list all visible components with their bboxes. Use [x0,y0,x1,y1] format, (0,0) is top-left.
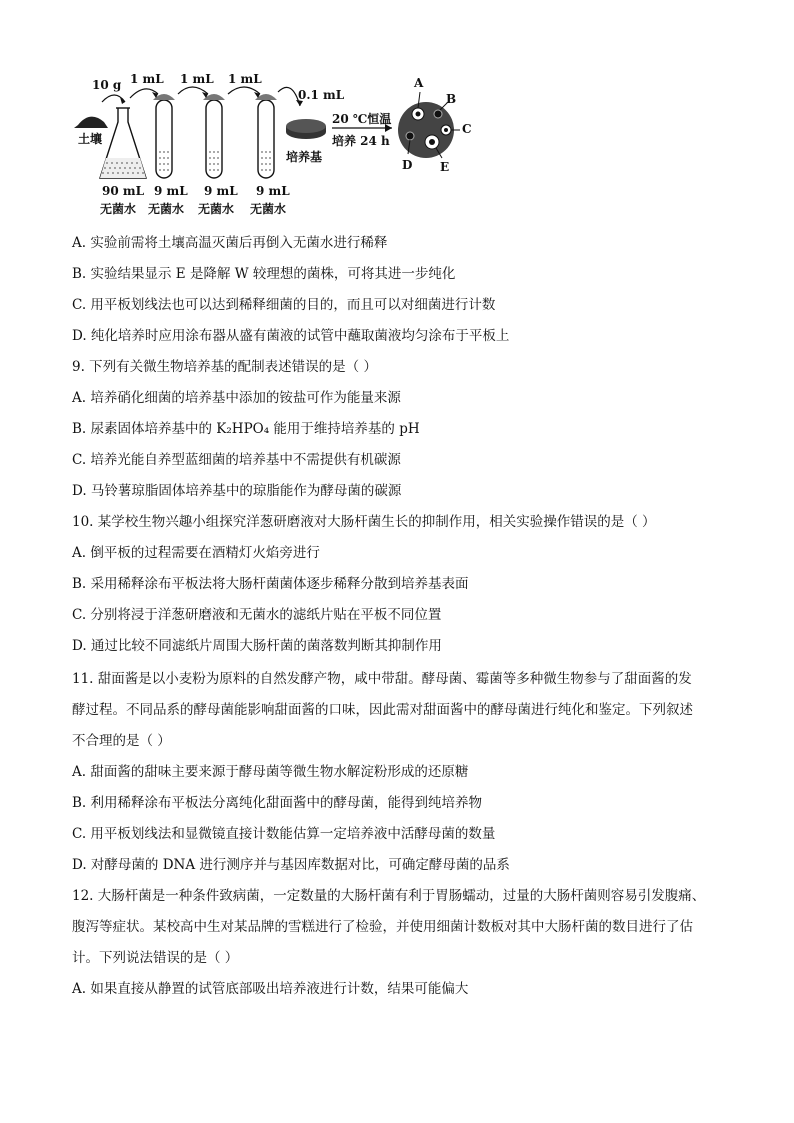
q12-stem-line1: 12. 大肠杆菌是一种条件致病菌，一定数量的大肠杆菌有利于胃肠蠕动，过量的大肠杆菌则容易引发腹痛、 [72,888,706,904]
incubation-temp-label: 20 ℃恒温 [332,112,392,126]
q10-option-a: A. 倒平板的过程需要在酒精灯火焰旁进行 [72,545,320,561]
q8-option-a: A. 实验前需将土壤高温灭菌后再倒入无菌水进行稀释 [72,235,388,251]
colony-label-e: E [440,160,450,174]
q11-stem-line3: 不合理的是（ ） [72,733,171,749]
tube-1-liquid-label: 无菌水 [148,202,185,216]
soil-label: 土壤 [78,132,103,146]
q11-option-c: C. 用平板划线法和显微镜直接计数能估算一定培养液中活酵母菌的数量 [72,826,496,842]
q9-option-a: A. 培养硝化细菌的培养基中添加的铵盐可作为能量来源 [72,390,401,406]
colony-label-a: A [414,76,424,90]
q11-stem-line2: 酵过程。不同品系的酵母菌能影响甜面酱的口味，因此需对甜面酱中的酵母菌进行纯化和鉴定。下列叙述 [72,702,693,718]
q9-option-b: B. 尿素固体培养基中的 K₂HPO₄ 能用于维持培养基的 pH [72,421,420,437]
flask-volume-label: 90 mL [102,184,145,198]
q8-option-b: B. 实验结果显示 E 是降解 W 较理想的菌株，可将其进一步纯化 [72,266,456,282]
q11-option-d: D. 对酵母菌的 DNA 进行测序并与基因库数据对比，可确定酵母菌的品系 [72,857,510,873]
soil-pile-icon [74,117,108,128]
q9-option-d: D. 马铃薯琼脂固体培养基中的琼脂能作为酵母菌的碳源 [72,483,402,499]
tube-2-volume-label: 9 mL [204,184,238,198]
tube-2-icon [203,94,225,178]
q12-stem-line2: 腹泻等症状。某校高中生对某品牌的雪糕进行了检验，并使用细菌计数板对其中大肠杆菌的数目进行了估 [72,919,693,935]
q9-option-c: C. 培养光能自养型蓝细菌的培养基中不需提供有机碳源 [72,452,401,468]
colony-label-d: D [402,158,413,172]
q9-stem: 9. 下列有关微生物培养基的配制表述错误的是（ ） [72,359,377,375]
tube-3-liquid-label: 无菌水 [250,202,287,216]
q8-option-d: D. 纯化培养时应用涂布器从盛有菌液的试管中蘸取菌液均匀涂布于平板上 [72,328,510,344]
dilution-diagram [70,70,500,220]
flask-liquid-label: 无菌水 [100,202,137,216]
tube-1-volume-label: 9 mL [154,184,188,198]
q10-option-d: D. 通过比较不同滤纸片周围大肠杆菌的菌落数判断其抑制作用 [72,638,442,654]
incubation-time-label: 培养 24 h [332,134,390,148]
q11-option-b: B. 利用稀释涂布平板法分离纯化甜面酱中的酵母菌，能得到纯培养物 [72,795,483,811]
soil-amount-label: 10 g [92,78,122,92]
tube-2-liquid-label: 无菌水 [198,202,235,216]
tube-3-volume-label: 9 mL [256,184,290,198]
tube-1-icon [153,94,175,178]
q10-option-c: C. 分别将浸于洋葱研磨液和无菌水的滤纸片贴在平板不同位置 [72,607,442,623]
q10-stem: 10. 某学校生物兴趣小组探究洋葱研磨液对大肠杆菌生长的抑制作用，相关实验操作错误的是（ ） [72,514,656,530]
transfer-4-label: 0.1 mL [298,88,345,102]
q12-stem-line3: 计。下列说法错误的是（ ） [72,950,239,966]
medium-label: 培养基 [286,150,323,164]
q8-option-c: C. 用平板划线法也可以达到稀释细菌的目的，而且可以对细菌进行计数 [72,297,496,313]
q11-stem-line1: 11. 甜面酱是以小麦粉为原料的自然发酵产物，咸中带甜。酵母菌、霉菌等多种微生物参与了甜面酱的发 [72,671,692,687]
tube-3-icon [255,94,277,178]
colony-label-b: B [446,92,457,106]
q10-option-b: B. 采用稀释涂布平板法将大肠杆菌菌体逐步稀释分散到培养基表面 [72,576,469,592]
transfer-2-label: 1 mL [180,72,214,86]
transfer-1-label: 1 mL [130,72,164,86]
q11-option-a: A. 甜面酱的甜味主要来源于酵母菌等微生物水解淀粉形成的还原糖 [72,764,469,780]
transfer-3-label: 1 mL [228,72,262,86]
colony-label-c: C [462,122,472,136]
q12-option-a: A. 如果直接从静置的试管底部吸出培养液进行计数，结果可能偏大 [72,981,469,997]
